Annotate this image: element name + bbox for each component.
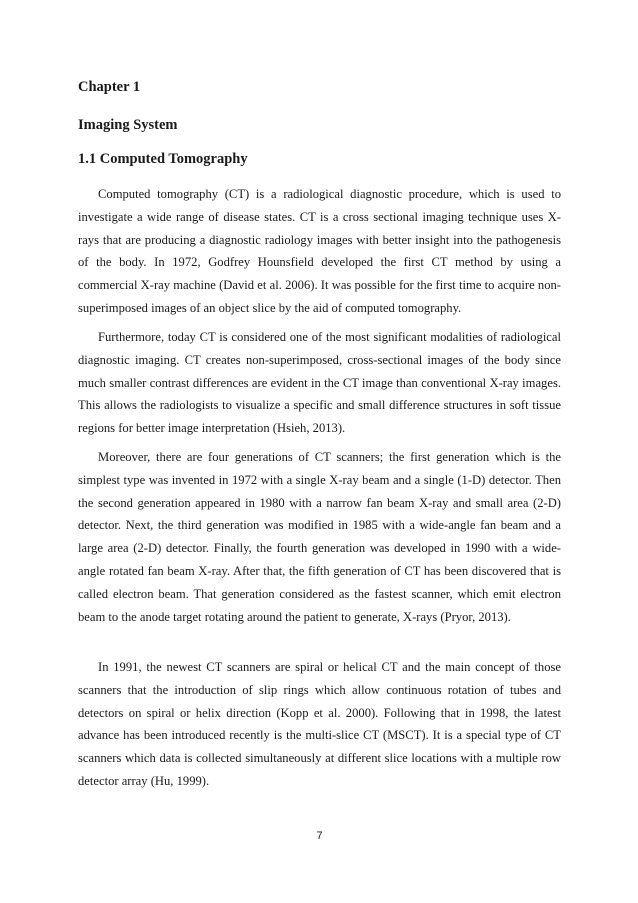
paragraph-2: Furthermore, today CT is considered one of the most significant modalities of radiological diagnostic imaging. CT creates non-superimposed, cross-sectional images of the body since much smaller contrast differences are evident in the CT image than conventional X-ray images. This allows the radiologists to visualize a specific and small difference structures in soft tissue regions for better image interpretation (Hsieh, 2013). bbox=[78, 330, 561, 436]
paragraph-1: Computed tomography (CT) is a radiological diagnostic procedure, which is used to investigate a wide range of disease states. CT is a cross sectional imaging technique uses X-rays that are producing a diagnostic radiology images with better insight into the pathogenesis of the body. In 1972, Godfrey Hounsfield developed the first CT method by using a commercial X-ray machine (David et al. 2006). It was possible for the first time to acquire non-superimposed images of an object slice by the aid of computed tomography. bbox=[78, 187, 561, 315]
chapter-label: Chapter 1 bbox=[78, 79, 141, 95]
page-number: 7 bbox=[316, 830, 323, 842]
document-page bbox=[78, 0, 561, 903]
paragraph-3: Moreover, there are four generations of CT scanners; the first generation which is the simplest type was invented in 1972 with a single X-ray beam and a single (1-D) detector. Then the second generation appeared in 1980 with a narrow fan beam X-ray and small area (2-D) detector. Next, the third generation was modified in 1985 with a wide-angle fan beam and a large area (2-D) detector. Finally, the fourth generation was developed in 1990 with a wide-angle rotated fan beam X-ray. After that, the fifth generation of CT has been discovered that is called electron beam. That generation considered as the fastest scanner, which emit electron beam to the anode target rotating around the patient to generate, X-rays (Pryor, 2013). bbox=[78, 450, 561, 624]
paragraph-4: In 1991, the newest CT scanners are spiral or helical CT and the main concept of those scanners that the introduction of slip rings which allow continuous rotation of tubes and detectors on spiral or helix direction (Kopp et al. 2000). Following that in 1998, the latest advance has been introduced recently is the multi-slice CT (MSCT). It is a special type of CT scanners which data is collected simultaneously at different slice locations with a multiple row detector array (Hu, 1999). bbox=[78, 660, 561, 788]
section-heading: 1.1 Computed Tomography bbox=[78, 151, 248, 167]
chapter-title: Imaging System bbox=[78, 117, 178, 133]
